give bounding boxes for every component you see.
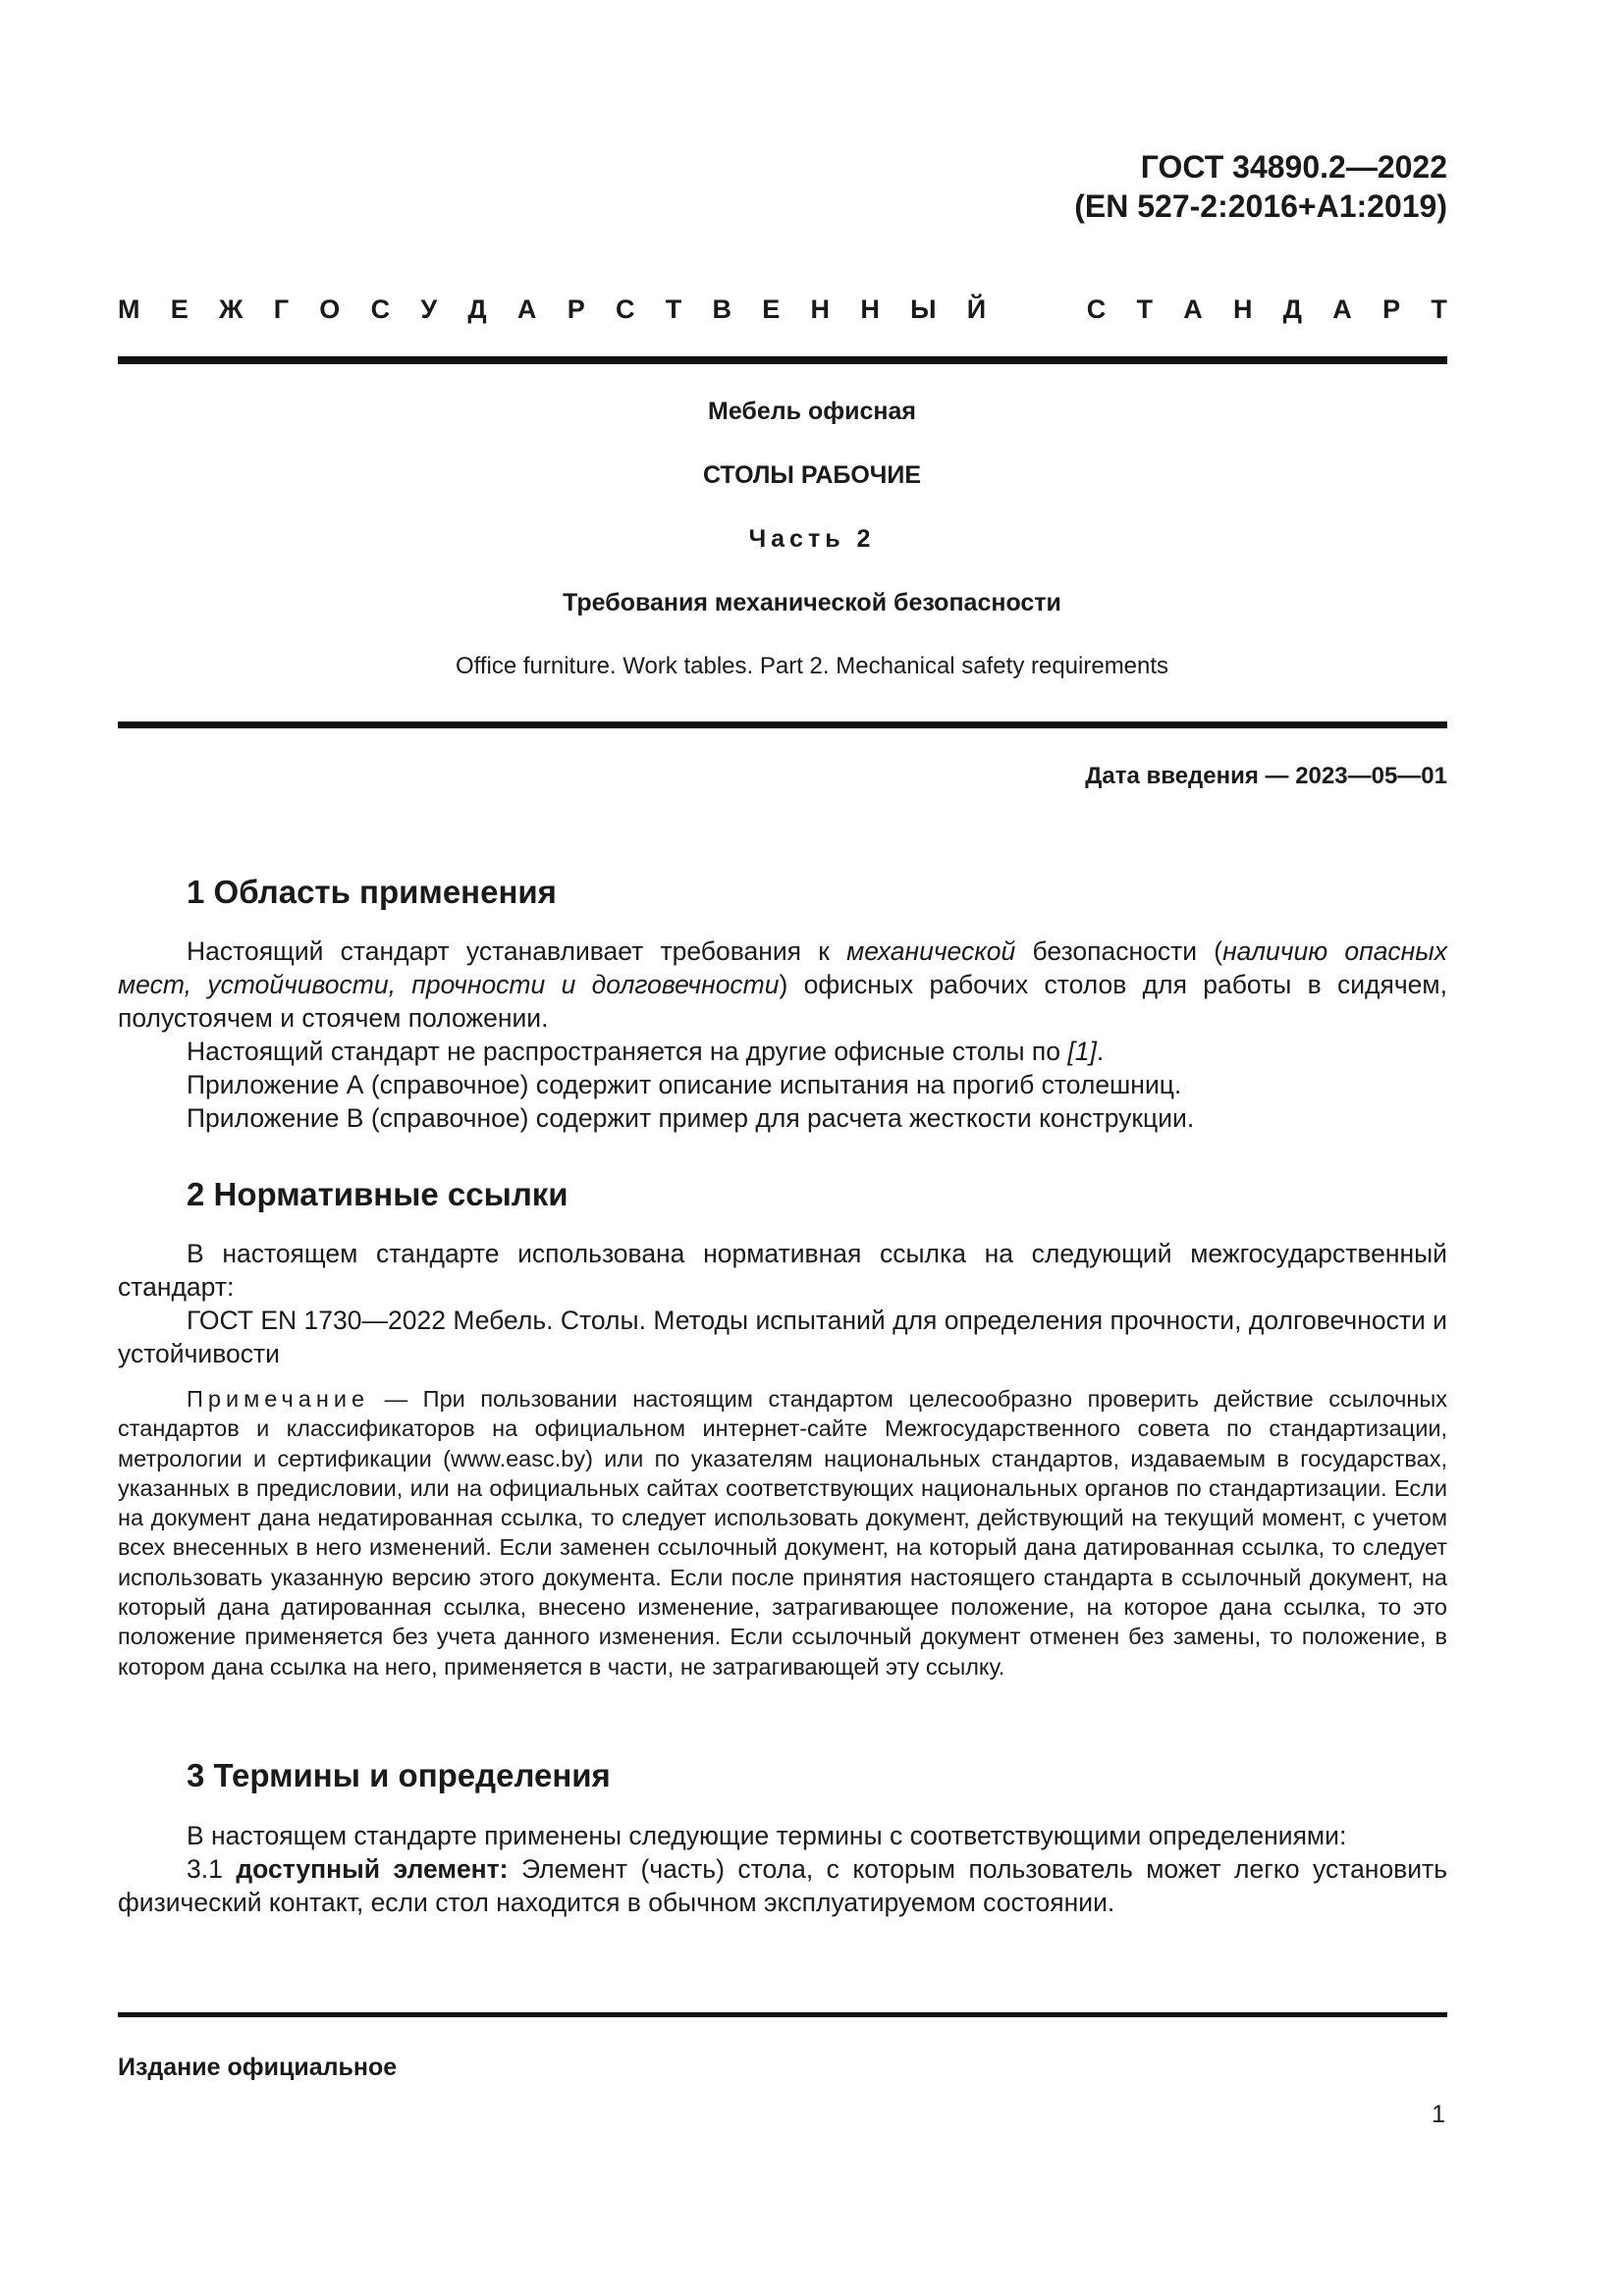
banner-letter: Р — [1382, 294, 1401, 324]
document-header — [1074, 147, 1447, 226]
section-3-heading: 3 Термины и определения — [187, 1757, 611, 1793]
banner-letter: В — [712, 294, 731, 324]
text-run: безопасности ( — [1015, 936, 1223, 966]
section-2-paragraph-1: В настоящем стандарте использована нормативная ссылка на следующий межгосударственный стандарт: — [118, 1239, 1447, 1302]
page-number: 1 — [1432, 2101, 1445, 2128]
banner-letter: Н — [860, 294, 880, 324]
banner-letter: А — [516, 294, 537, 324]
en-reference: (EN 527-2:2016+A1:2019) — [1074, 188, 1447, 224]
banner-letter: Р — [567, 294, 585, 324]
banner-letter: Н — [810, 294, 831, 324]
english-title: Office furniture. Work tables. Part 2. Mechanical safety requirements — [455, 653, 1169, 679]
banner-letter: М — [118, 294, 140, 324]
section-2-note — [118, 1384, 1447, 1682]
introduction-date: Дата введения — 2023—05—01 — [1085, 763, 1447, 789]
section-2-paragraph-2: ГОСТ EN 1730—2022 Мебель. Столы. Методы испытаний для определения прочности, долговечности и устойчивости — [118, 1306, 1447, 1368]
note-label: Примечание — [187, 1386, 370, 1412]
term-name: доступный элемент: — [236, 1854, 509, 1884]
section-1-paragraph-4: Приложение В (справочное) содержит пример для расчета жесткости конструкции. — [187, 1103, 1195, 1133]
banner-letter: А — [1183, 294, 1203, 324]
banner-letter: О — [319, 294, 341, 324]
official-publication-label: Издание официальное — [118, 2054, 398, 2081]
banner-letter: Ы — [910, 294, 937, 324]
banner-letter: Т — [1136, 294, 1153, 324]
banner-letter: А — [1332, 294, 1352, 324]
term-definition: Элемент (часть) стола, с которым пользователь может легко установить физический контакт, если стол находится в обычном эксплуатируемом состоянии. — [118, 1854, 1448, 1917]
banner-letter: Н — [1233, 294, 1253, 324]
italic-text: механической — [846, 936, 1016, 966]
banner-letter: Д — [1282, 294, 1303, 324]
banner-letter: Й — [966, 294, 987, 324]
banner-letter: С — [370, 294, 391, 324]
banner-letter: У — [420, 294, 438, 324]
banner-letter: Е — [762, 294, 781, 324]
note-text: — При пользовании настоящим стандартом целесообразно проверить действие ссылочных стандартов и классификаторов на официальном интернет-сайте Межгосударственного совета по стандартизации, метрологии и сертификации (www.easc.by) или по указателям национальных стандартов, издаваемым в государствах, указанных в предисловии, или на официальных сайтах соответствующих национальных органов по стандартизации. Если на документ дана недатированная ссылка, то следует использовать документ, действующий на текущий момент, с учетом всех внесенных в него изменений. Если заменен ссылочный документ, на который дана датированная ссылка, то следует использовать указанную версию этого документа. Если после принятия настоящего стандарта в ссылочный документ, на который дана датированная ссылка, внесено изменение, затрагивающее положение, на которое дана ссылка, то это положение применяется без учета данного изменения. Если ссылочный документ отменен без замены, то положение, в котором дана ссылка на него, применяется в части, не затрагивающей эту ссылку. — [118, 1386, 1447, 1680]
term-number: 3.1 — [187, 1854, 237, 1884]
text-run: ) офисных рабочих столов для работы в сидячем, полустоячем и стоячем положении. — [118, 970, 1447, 1033]
top-rule — [118, 356, 1447, 364]
banner-letter: Д — [467, 294, 487, 324]
title-line-1: Мебель офисная — [708, 398, 916, 425]
banner-letter: Г — [273, 294, 290, 324]
gost-number: ГОСТ 34890.2—2022 — [1140, 149, 1447, 185]
banner-letter: Т — [1431, 294, 1447, 324]
section-3-paragraph-1: В настоящем стандарте применены следующие термины с соответствующими определениями: — [187, 1821, 1347, 1850]
footer-rule — [118, 2012, 1447, 2017]
text-run: . — [1096, 1037, 1105, 1066]
title-line-4: Требования механической безопасности — [563, 589, 1061, 616]
term-definition-3-1 — [118, 1852, 1447, 1919]
banner-letter: С — [615, 294, 635, 324]
banner-letter: Ж — [219, 294, 244, 324]
banner-letter: Е — [170, 294, 189, 324]
section-2-heading: 2 Нормативные ссылки — [187, 1176, 568, 1212]
interstate-standard-banner — [118, 294, 1447, 325]
section-1-paragraph-2 — [118, 1035, 1516, 1068]
title-bottom-rule — [118, 721, 1447, 728]
title-part: Часть 2 — [748, 525, 876, 553]
section-1-heading: 1 Область применения — [187, 874, 557, 910]
section-1-paragraph-1 — [118, 934, 1447, 1035]
banner-gap — [1016, 294, 1056, 325]
bibliography-reference: [1] — [1067, 1037, 1097, 1066]
banner-letter: С — [1086, 294, 1107, 324]
italic-text: наличию опасных мест, устойчивости, прочности и долговечности — [118, 936, 1448, 999]
title-line-2: СТОЛЫ РАБОЧИЕ — [702, 461, 922, 489]
text-run: Настоящий стандарт устанавливает требования к — [187, 936, 847, 966]
text-run: Настоящий стандарт не распространяется на другие офисные столы по — [187, 1037, 1068, 1066]
section-1-paragraph-3: Приложение А (справочное) содержит описание испытания на прогиб столешниц. — [187, 1070, 1182, 1099]
banner-letter: Т — [665, 294, 682, 324]
